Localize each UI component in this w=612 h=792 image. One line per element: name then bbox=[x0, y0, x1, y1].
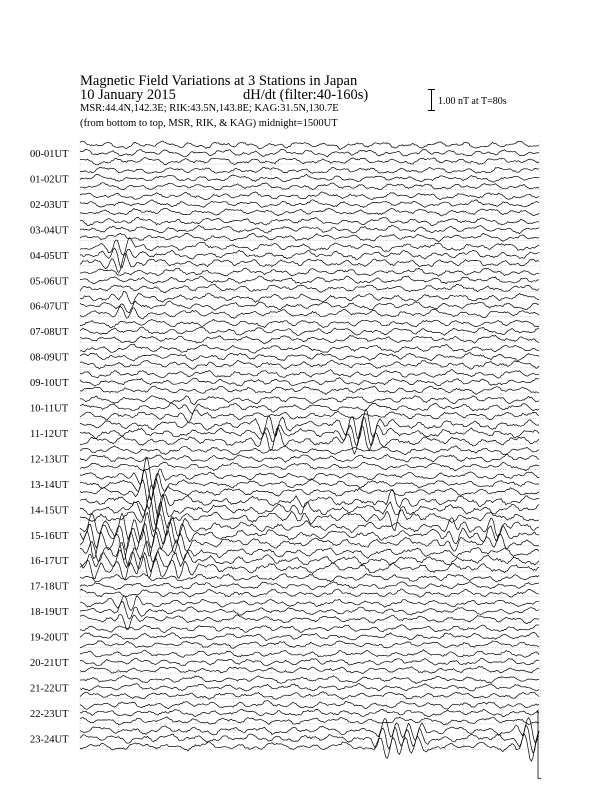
trace-kag bbox=[80, 268, 539, 276]
hour-label-layer bbox=[30, 149, 69, 745]
hour-label: 22-23UT bbox=[30, 708, 69, 720]
trace-msr bbox=[80, 529, 539, 559]
hour-label: 03-04UT bbox=[30, 225, 69, 237]
trace-rik bbox=[80, 709, 539, 717]
hour-label: 07-08UT bbox=[30, 327, 69, 339]
trace-dropout-spike bbox=[536, 710, 541, 778]
hour-label: 20-21UT bbox=[30, 658, 69, 669]
hour-label: 13-14UT bbox=[30, 479, 69, 491]
trace-rik bbox=[80, 248, 539, 268]
station-order-note: (from bottom to top, MSR, RIK, & KAG) midnight=1500UT bbox=[80, 118, 338, 129]
trace-msr bbox=[80, 666, 539, 673]
trace-rik bbox=[80, 658, 539, 666]
trace-msr bbox=[80, 183, 539, 190]
hour-label: 06-07UT bbox=[30, 301, 69, 313]
trace-kag bbox=[80, 192, 539, 200]
trace-rik bbox=[80, 582, 539, 590]
trace-kag bbox=[80, 676, 539, 684]
trace-kag bbox=[80, 141, 539, 149]
trace-rik bbox=[80, 683, 539, 691]
trace-msr bbox=[80, 360, 539, 369]
trace-rik bbox=[80, 276, 539, 284]
hour-label: 05-06UT bbox=[30, 276, 69, 288]
trace-msr bbox=[80, 306, 539, 319]
hour-label: 04-05UT bbox=[30, 250, 69, 262]
trace-msr bbox=[80, 426, 539, 454]
trace-msr bbox=[80, 615, 539, 630]
trace-rik bbox=[80, 301, 539, 313]
trace-kag bbox=[80, 217, 539, 225]
hour-label: 02-03UT bbox=[30, 199, 69, 211]
hour-label: 17-18UT bbox=[30, 581, 69, 593]
hour-label: 23-24UT bbox=[30, 734, 69, 746]
hour-label: 16-17UT bbox=[30, 556, 69, 568]
hour-label: 10-11UT bbox=[30, 403, 69, 415]
trace-kag bbox=[80, 457, 539, 490]
station-coordinates: MSR:44.4N,142.3E; RIK:43.5N,143.8E; KAG:31.5N,130.7E bbox=[80, 103, 339, 114]
hour-label: 09-10UT bbox=[30, 378, 69, 390]
trace-rik bbox=[80, 550, 539, 571]
trace-kag bbox=[80, 344, 539, 353]
trace-msr bbox=[80, 692, 539, 700]
trace-rik bbox=[80, 403, 539, 414]
hour-label: 00-01UT bbox=[30, 149, 69, 160]
grid-layer bbox=[80, 141, 540, 750]
trace-rik bbox=[80, 174, 539, 182]
trace-kag bbox=[80, 625, 539, 633]
hour-label: 19-20UT bbox=[30, 632, 69, 644]
hour-label: 14-15UT bbox=[30, 505, 69, 517]
hour-label: 01-02UT bbox=[30, 174, 69, 186]
trace-layer bbox=[80, 141, 541, 778]
trace-msr bbox=[80, 589, 539, 597]
trace-kag bbox=[80, 574, 539, 582]
trace-kag bbox=[80, 650, 539, 658]
chart-date: 10 January 2015 bbox=[80, 87, 176, 103]
trace-msr bbox=[80, 641, 539, 649]
trace-kag bbox=[80, 319, 539, 328]
trace-msr bbox=[80, 254, 539, 273]
trace-msr bbox=[80, 410, 539, 422]
trace-rik bbox=[80, 417, 539, 446]
trace-kag bbox=[80, 167, 539, 173]
trace-msr bbox=[80, 335, 539, 344]
trace-rik bbox=[80, 327, 539, 335]
trace-rik bbox=[80, 225, 539, 234]
trace-rik bbox=[80, 200, 539, 208]
hour-label: 15-16UT bbox=[30, 530, 69, 542]
chart-quantity: dH/dt (filter:40-160s) bbox=[243, 87, 369, 103]
trace-kag bbox=[80, 292, 539, 304]
trace-msr bbox=[80, 386, 539, 395]
trace-rik bbox=[80, 378, 539, 386]
trace-rik bbox=[80, 725, 539, 753]
scale-label: 1.00 nT at T=80s bbox=[438, 96, 507, 107]
trace-rik bbox=[80, 454, 539, 462]
chart-title: Magnetic Field Variations at 3 Stations in Japan bbox=[80, 73, 358, 89]
trace-kag bbox=[80, 596, 539, 611]
trace-kag bbox=[80, 370, 539, 379]
trace-kag bbox=[80, 446, 539, 455]
hour-label: 11-12UT bbox=[30, 428, 69, 440]
trace-rik bbox=[80, 149, 539, 157]
trace-kag bbox=[80, 396, 539, 405]
hour-label: 12-13UT bbox=[30, 454, 69, 466]
trace-msr bbox=[80, 284, 539, 293]
trace-rik bbox=[80, 353, 539, 362]
hour-label: 18-19UT bbox=[30, 607, 69, 619]
trace-kag bbox=[80, 701, 539, 710]
trace-rik bbox=[80, 633, 539, 641]
hour-label: 21-22UT bbox=[30, 683, 69, 695]
hour-label: 08-09UT bbox=[30, 352, 69, 364]
